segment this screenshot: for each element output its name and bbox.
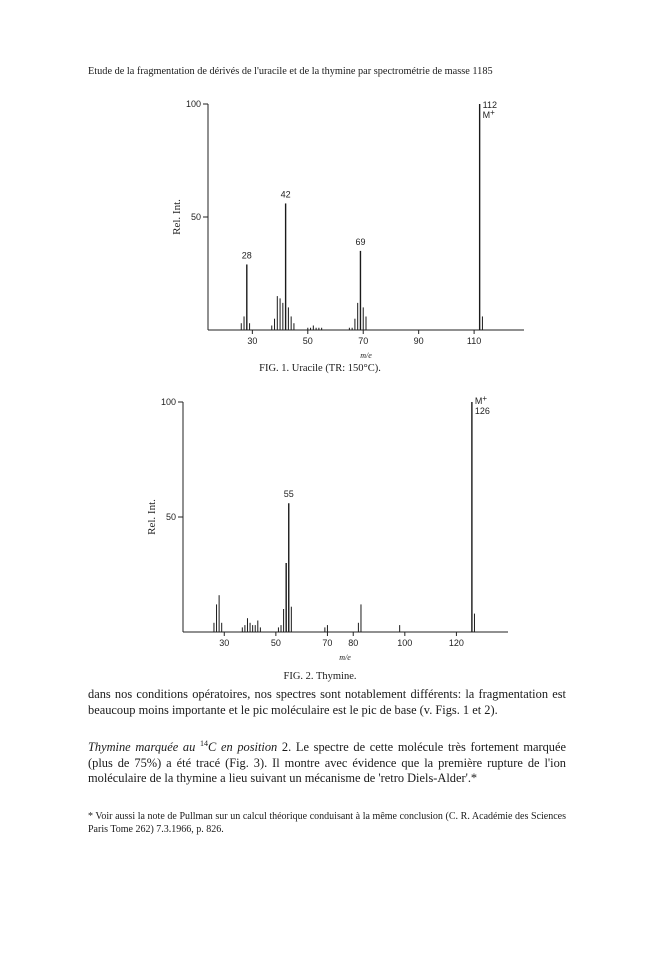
fig1-peak-label-28: 28	[241, 250, 252, 261]
running-header: Etude de la fragmentation de dérivés de l'uracile et de la thymine par spectrométrie de masse 1185	[88, 66, 493, 77]
fig1-peak-label-112: 112	[482, 100, 498, 110]
fig2-y-tick-label-100: 100	[160, 397, 176, 407]
figure-1-uracile-spectrum	[0, 96, 648, 358]
fig1-x-tick-label-1: 50	[302, 336, 313, 346]
fig2-peak-label-126: 126	[474, 406, 490, 416]
fig1-molecular-ion-label: M+	[482, 108, 495, 120]
fig1-x-tick-label-2: 70	[358, 336, 369, 346]
fig1-x-ticks	[247, 330, 481, 346]
fig2-y-tick-label-50: 50	[165, 512, 176, 522]
fig1-peak-labels	[242, 100, 497, 260]
footnote: * Voir aussi la note de Pullman sur un calcul théorique conduisant à la même conclusion (C. R. Académie des Sciences Paris Tome 262) 7.3.1966, p. 826.	[88, 811, 566, 835]
para2-title-rest: C en position	[208, 740, 278, 754]
fig1-peak-label-69: 69	[355, 236, 366, 247]
fig1-y-tick-label-100: 100	[185, 99, 201, 109]
fig2-axes	[146, 397, 508, 662]
para2-title: Thymine marquée au	[88, 740, 196, 754]
figure-2-thymine-spectrum	[0, 392, 648, 664]
fig1-peak-label-42: 42	[280, 189, 291, 200]
body-paragraph-1: dans nos conditions opératoires, nos spectres sont notablement différents: la fragmentation est beaucoup moins importante et le pic moléculaire est le pic de base (v. Figs. 1 et 2).	[88, 687, 566, 717]
fig2-x-tick-label-4: 100	[397, 638, 413, 648]
fig2-x-tick-label-1: 50	[270, 638, 281, 648]
fig2-peaks	[214, 402, 475, 632]
fig2-x-axis-label: m/e	[339, 653, 351, 662]
fig2-x-tick-label-5: 120	[448, 638, 464, 648]
fig2-x-tick-label-0: 30	[219, 638, 230, 648]
fig2-peak-labels	[284, 394, 490, 499]
fig1-y-tick-label-50: 50	[190, 212, 201, 222]
fig2-x-ticks	[219, 632, 464, 648]
figure-2-caption: FIG. 2. Thymine.	[283, 671, 357, 682]
fig2-molecular-ion-label: M+	[474, 394, 488, 406]
para2-text: Le spectre de cette molécule très fortement marquée (plus de 75%) a été tracé (Fig. 3). Il montre avec évidence que la première rupture de l'ion moléculaire de la thymine a lieu suivant un mécanisme de 'retro Diels-Alder'.*	[88, 740, 567, 786]
fig1-y-axis-label: Rel. Int.	[171, 199, 183, 235]
fig2-x-tick-label-3: 80	[348, 638, 359, 648]
fig2-x-tick-label-2: 70	[322, 638, 333, 648]
fig1-peaks	[241, 104, 482, 330]
fig1-x-tick-label-0: 30	[247, 336, 258, 346]
fig1-x-tick-label-4: 110	[466, 336, 482, 346]
fig1-x-axis-label: m/e	[360, 351, 372, 358]
para2-number: 2.	[277, 740, 292, 754]
fig2-peak-label-55: 55	[283, 489, 294, 500]
para2-isotope: 14	[200, 738, 208, 748]
figure-1-caption: FIG. 1. Uracile (TR: 150°C).	[259, 363, 381, 374]
body-paragraph-2	[88, 740, 566, 787]
fig2-y-axis-label: Rel. Int.	[146, 499, 158, 535]
fig1-axes	[171, 99, 524, 358]
fig1-x-tick-label-3: 90	[413, 336, 424, 346]
